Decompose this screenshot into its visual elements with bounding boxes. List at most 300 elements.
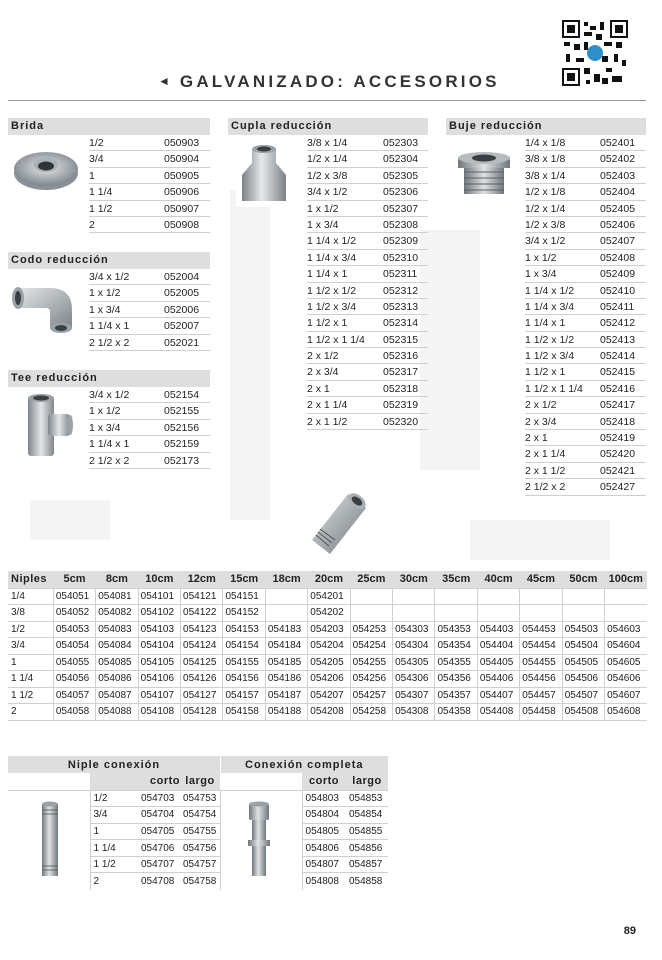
item-code: 052306 [383,186,419,199]
item-code: 054706 [138,840,180,857]
size-label: 3/4 x 1/2 [89,271,130,283]
size-label: 1 1/4 x 1 [89,438,130,451]
size-label: 2 x 1/2 [525,399,557,412]
item-code: 054457 [520,687,562,704]
col-corto: corto [138,773,180,790]
col-largo: largo [346,773,388,790]
column-header: 35cm [435,571,477,588]
item-code [562,605,604,622]
list-item [89,403,210,419]
item-code: 052154 [164,389,200,401]
item-code: 052408 [600,251,636,264]
item-code: 054083 [96,621,138,638]
item-code: 054406 [477,671,519,688]
section-title: Brida [8,118,210,135]
size-label: 1 x 1/2 [89,405,121,418]
size-label: 3/4 [89,153,104,166]
size-label: 1/2 [90,790,138,807]
item-code: 054504 [562,638,604,655]
brida-rows [89,135,210,233]
niples-title: Niples [8,571,53,588]
item-code: 052311 [383,268,418,281]
list-item [525,381,646,397]
list-item [307,364,428,380]
item-code: 054103 [138,621,180,638]
size-label: 3/4 x 1/2 [525,235,566,248]
size-label: 1 1/4 x 1/2 [307,235,357,248]
size-label: 1 1/4 [89,186,113,199]
list-item [307,217,428,233]
column-header: 18cm [265,571,307,588]
size-label: 1 x 1/2 [307,202,339,215]
item-code: 052402 [600,153,636,166]
item-code: 054755 [180,823,220,840]
item-code: 054408 [477,704,519,721]
item-code: 054608 [605,704,647,721]
column-header: 100cm [605,571,647,588]
item-code [520,605,562,622]
size-label: 1 1/2 x 1 [525,366,566,379]
item-code: 054201 [308,588,350,605]
list-item [525,184,646,200]
size-label: 1/4 x 1/8 [525,137,566,149]
list-item [525,299,646,315]
item-code: 054102 [138,605,180,622]
item-code: 054157 [223,687,265,704]
item-code: 052403 [600,169,636,182]
item-code: 054756 [180,840,220,857]
size-label: 3/4 x 1/2 [307,186,348,199]
item-code: 052404 [600,186,636,199]
table-row [8,621,647,638]
item-code: 052320 [383,415,419,428]
item-code: 054126 [181,671,223,688]
conexion-completa-title: Conexión completa [221,756,389,773]
item-code: 052412 [600,317,636,330]
list-item [307,250,428,266]
list-item [307,266,428,282]
list-item [307,201,428,217]
niples-header [8,571,647,588]
size-label: 1 1/2 [89,202,113,215]
size-label: 1/2 [8,621,53,638]
item-code: 054156 [223,671,265,688]
niples-table [8,571,647,721]
item-code: 054403 [477,621,519,638]
list-item [525,364,646,380]
item-code: 054054 [53,638,95,655]
item-code: 054358 [435,704,477,721]
column-header: 40cm [477,571,519,588]
list-item [525,397,646,413]
item-code: 054155 [223,654,265,671]
item-code: 052420 [600,448,636,461]
item-code: 050903 [164,137,200,149]
item-code: 054855 [346,823,388,840]
item-code: 052406 [600,218,636,231]
item-code: 054453 [520,621,562,638]
item-code: 054128 [181,704,223,721]
size-label: 3/4 [8,638,53,655]
column-header: 10cm [138,571,180,588]
item-code: 054454 [520,638,562,655]
item-code: 054253 [350,621,392,638]
list-item [525,168,646,184]
size-label: 1 x 3/4 [307,218,339,231]
item-code: 052318 [383,382,419,395]
list-item [307,348,428,364]
item-code: 054127 [181,687,223,704]
item-code: 054203 [308,621,350,638]
buje-image [454,148,514,198]
item-code: 054154 [223,638,265,655]
list-item [307,332,428,348]
item-code: 054357 [435,687,477,704]
item-code: 054186 [265,671,307,688]
size-label: 1 1/4 x 1 [307,268,348,281]
item-code: 054121 [181,588,223,605]
item-code: 054055 [53,654,95,671]
item-code [520,588,562,605]
size-label: 1/2 x 3/8 [307,169,348,182]
column-header: 20cm [308,571,350,588]
size-label: 2 [90,873,138,890]
item-code: 052411 [600,300,635,313]
item-code [350,588,392,605]
list-item [525,332,646,348]
list-item [89,387,210,403]
size-label: 2 x 3/4 [307,366,339,379]
item-code: 052021 [164,336,200,349]
size-label: 1 1/4 x 1 [525,317,566,330]
item-code: 054108 [138,704,180,721]
table-row [8,605,647,622]
column-header: 30cm [393,571,435,588]
item-code: 054184 [265,638,307,655]
size-label: 1 1/2 x 1/2 [307,284,357,297]
list-item [307,299,428,315]
item-code: 054187 [265,687,307,704]
item-code: 050907 [164,202,200,215]
item-code: 052415 [600,366,636,379]
item-code: 052407 [600,235,636,248]
item-code: 054202 [308,605,350,622]
item-code: 050905 [164,169,200,182]
item-code: 054088 [96,704,138,721]
niple-conexion-image [36,800,64,880]
item-code: 052313 [383,300,419,313]
list-item [307,397,428,413]
item-code: 054353 [435,621,477,638]
size-label: 2 1/2 x 2 [89,454,130,467]
col-largo: largo [180,773,220,790]
table-row [8,687,647,704]
item-code: 052414 [600,350,636,363]
item-code: 052155 [164,405,200,418]
table-row [8,704,647,721]
item-code: 054123 [181,621,223,638]
size-label: 1 1/2 x 3/4 [307,300,357,313]
item-code: 054086 [96,671,138,688]
list-item [307,315,428,331]
item-code [562,588,604,605]
item-code: 054258 [350,704,392,721]
size-label: 3/4 x 1/2 [89,389,130,401]
list-item [525,315,646,331]
list-item [525,430,646,446]
size-label: 2 x 1 1/2 [307,415,348,428]
list-item [89,168,210,184]
size-label: 2 x 3/4 [525,415,557,428]
item-code: 054101 [138,588,180,605]
list-item [89,201,210,217]
size-label: 2 [89,218,95,231]
size-label: 1 [90,823,138,840]
list-item [525,201,646,217]
size-label: 1 1/4 x 3/4 [525,300,575,313]
list-item [525,250,646,266]
size-label: 2 x 1/2 [307,350,339,363]
item-code: 052004 [164,271,200,283]
item-code: 052413 [600,333,636,346]
item-code: 054753 [180,790,220,807]
column-header: 50cm [562,571,604,588]
item-code: 054806 [302,840,346,857]
item-code: 054708 [138,873,180,890]
item-code [605,588,647,605]
item-code: 054356 [435,671,477,688]
list-item [307,233,428,249]
codo-image [10,282,78,334]
list-item [89,151,210,167]
item-code: 054805 [302,823,346,840]
item-code: 054082 [96,605,138,622]
item-code: 054707 [138,856,180,873]
item-code: 054354 [435,638,477,655]
item-code: 054808 [302,873,346,890]
size-label: 1 1/4 x 1 [89,320,130,333]
item-code: 052316 [383,350,419,363]
list-item [307,135,428,151]
item-code: 054306 [393,671,435,688]
item-code: 054256 [350,671,392,688]
section-title: Cupla reducción [228,118,428,135]
size-label: 3/8 [8,605,53,622]
list-item [89,184,210,200]
page-number: 89 [623,925,636,937]
item-code [393,588,435,605]
niple-conexion-title: Niple conexión [8,756,220,773]
tee-rows [89,387,210,469]
item-code: 054405 [477,654,519,671]
item-code: 052427 [600,481,636,494]
size-label: 1 1/2 x 1 1/4 [525,382,583,395]
item-code: 054207 [308,687,350,704]
item-code: 054057 [53,687,95,704]
item-code: 054205 [308,654,350,671]
item-code: 054058 [53,704,95,721]
cupla-rows [307,135,428,430]
item-code: 054151 [223,588,265,605]
list-item [89,318,210,334]
item-code: 054703 [138,790,180,807]
item-code: 054604 [605,638,647,655]
section-title: Buje reducción [446,118,646,135]
item-code: 054507 [562,687,604,704]
item-code: 052409 [600,268,636,281]
size-label: 1 1/2 x 1 [307,317,348,330]
size-label: 1 1/4 x 1/2 [525,284,575,297]
list-item [89,453,210,469]
item-code: 052304 [383,153,419,166]
list-item [525,414,646,430]
item-code: 050908 [164,218,200,231]
item-code [477,605,519,622]
size-label: 1/2 x 3/8 [525,218,566,231]
item-code: 054106 [138,671,180,688]
item-code: 054856 [346,840,388,857]
item-code: 054158 [223,704,265,721]
size-label: 1 x 3/4 [89,303,121,316]
item-code: 054857 [346,856,388,873]
list-item [89,135,210,151]
item-code: 052418 [600,415,636,428]
item-code [435,605,477,622]
item-code: 054255 [350,654,392,671]
column-header: 12cm [181,571,223,588]
item-code: 054754 [180,807,220,824]
item-code: 054705 [138,823,180,840]
item-code: 054607 [605,687,647,704]
item-code: 052312 [383,284,419,297]
list-item [525,135,646,151]
item-code: 052305 [383,169,419,182]
size-label: 2 [8,704,53,721]
item-code [265,588,307,605]
table-row [8,654,647,671]
item-code: 054084 [96,638,138,655]
item-code: 052159 [164,438,200,451]
item-code: 054104 [138,638,180,655]
size-label: 1 1/4 [90,840,138,857]
column-header: 15cm [223,571,265,588]
size-label: 2 1/2 x 2 [525,481,566,494]
size-label: 1/2 x 1/4 [525,202,566,215]
item-code: 054307 [393,687,435,704]
item-code: 054804 [302,807,346,824]
item-code: 052416 [600,382,636,395]
page-title: ◄ GALVANIZADO: ACCESORIOS [158,72,500,91]
size-label: 3/8 x 1/4 [307,137,348,149]
item-code: 054204 [308,638,350,655]
item-code: 054257 [350,687,392,704]
arrow-left-icon: ◄ [158,74,170,88]
size-label: 1 1/2 x 1 1/4 [307,333,365,346]
codo-rows [89,269,210,351]
size-label: 1/4 [8,588,53,605]
item-code: 052006 [164,303,200,316]
column-header: 5cm [53,571,95,588]
list-item [525,479,646,495]
item-code: 054208 [308,704,350,721]
item-code: 054355 [435,654,477,671]
item-code: 054404 [477,638,519,655]
item-code [435,588,477,605]
list-item [525,233,646,249]
list-item [525,151,646,167]
item-code: 054506 [562,671,604,688]
item-code: 054407 [477,687,519,704]
item-code: 054081 [96,588,138,605]
item-code: 054105 [138,654,180,671]
item-code: 054605 [605,654,647,671]
item-code: 054858 [346,873,388,890]
item-code: 052317 [383,366,419,379]
size-label: 1 x 3/4 [89,421,121,434]
size-label: 1 1/2 x 3/4 [525,350,575,363]
col-corto: corto [302,773,346,790]
size-label: 2 x 1 1/2 [525,464,566,477]
list-item [307,381,428,397]
item-code: 052007 [164,320,200,333]
item-code: 054807 [302,856,346,873]
item-code: 054853 [346,790,388,807]
item-code: 054508 [562,704,604,721]
size-label: 1 x 3/4 [525,268,557,281]
item-code [350,605,392,622]
list-item [89,420,210,436]
list-item [89,285,210,301]
item-code: 052319 [383,399,419,412]
item-code: 050904 [164,153,200,166]
list-item [525,266,646,282]
item-code: 054052 [53,605,95,622]
list-item [89,302,210,318]
list-item [525,463,646,479]
size-label: 1/2 [89,137,104,149]
item-code: 054303 [393,621,435,638]
item-code: 054803 [302,790,346,807]
buje-rows [525,135,646,496]
list-item [307,151,428,167]
tee-image [18,392,74,460]
list-item [307,184,428,200]
item-code: 054153 [223,621,265,638]
size-label: 1 [89,169,95,182]
list-item [525,446,646,462]
item-code: 052173 [164,454,200,467]
item-code: 054087 [96,687,138,704]
item-code: 054603 [605,621,647,638]
list-item [89,436,210,452]
item-code: 054124 [181,638,223,655]
item-code: 054152 [223,605,265,622]
list-item [307,414,428,430]
column-header: 8cm [96,571,138,588]
list-item [307,283,428,299]
brida-image [12,148,80,192]
item-code: 054056 [53,671,95,688]
watermark-block [470,520,610,560]
list-item [89,217,210,233]
size-label: 2 x 1 [307,382,330,395]
item-code: 054458 [520,704,562,721]
table-row [8,638,647,655]
item-code: 054051 [53,588,95,605]
item-code [477,588,519,605]
section-title: Codo reducción [8,252,210,269]
item-code: 054757 [180,856,220,873]
